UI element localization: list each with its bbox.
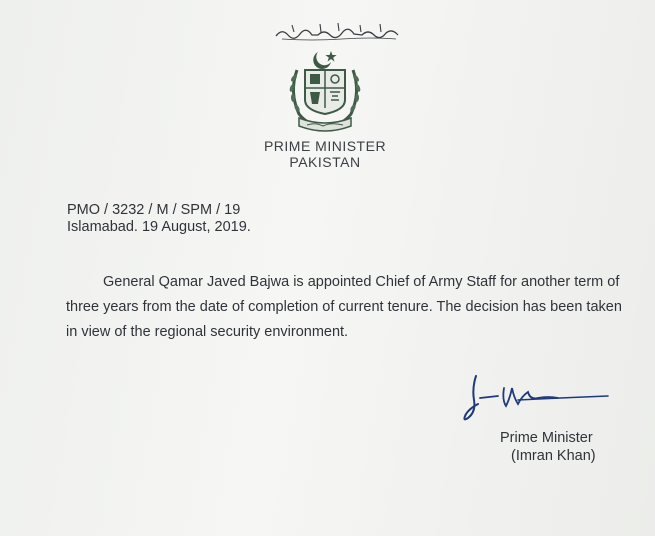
letter-body xyxy=(66,270,626,345)
state-emblem-icon xyxy=(285,48,365,134)
signatory-title: Prime Minister xyxy=(500,430,593,446)
office-title: PRIME MINISTER xyxy=(263,138,387,154)
signature-icon xyxy=(458,368,618,430)
office-country: PAKISTAN xyxy=(289,154,361,170)
body-paragraph: General Qamar Javed Bajwa is appointed Chief of Army Staff for another term of three years from the date of completion of current tenure. The decision has been taken in view of the regional security environment. xyxy=(66,274,622,340)
reference-number: PMO / 3232 / M / SPM / 19 xyxy=(67,202,241,218)
signatory-name: (Imran Khan) xyxy=(511,448,596,464)
place-date: Islamabad. 19 August, 2019. xyxy=(67,219,251,235)
bismillah-calligraphy xyxy=(272,20,402,42)
